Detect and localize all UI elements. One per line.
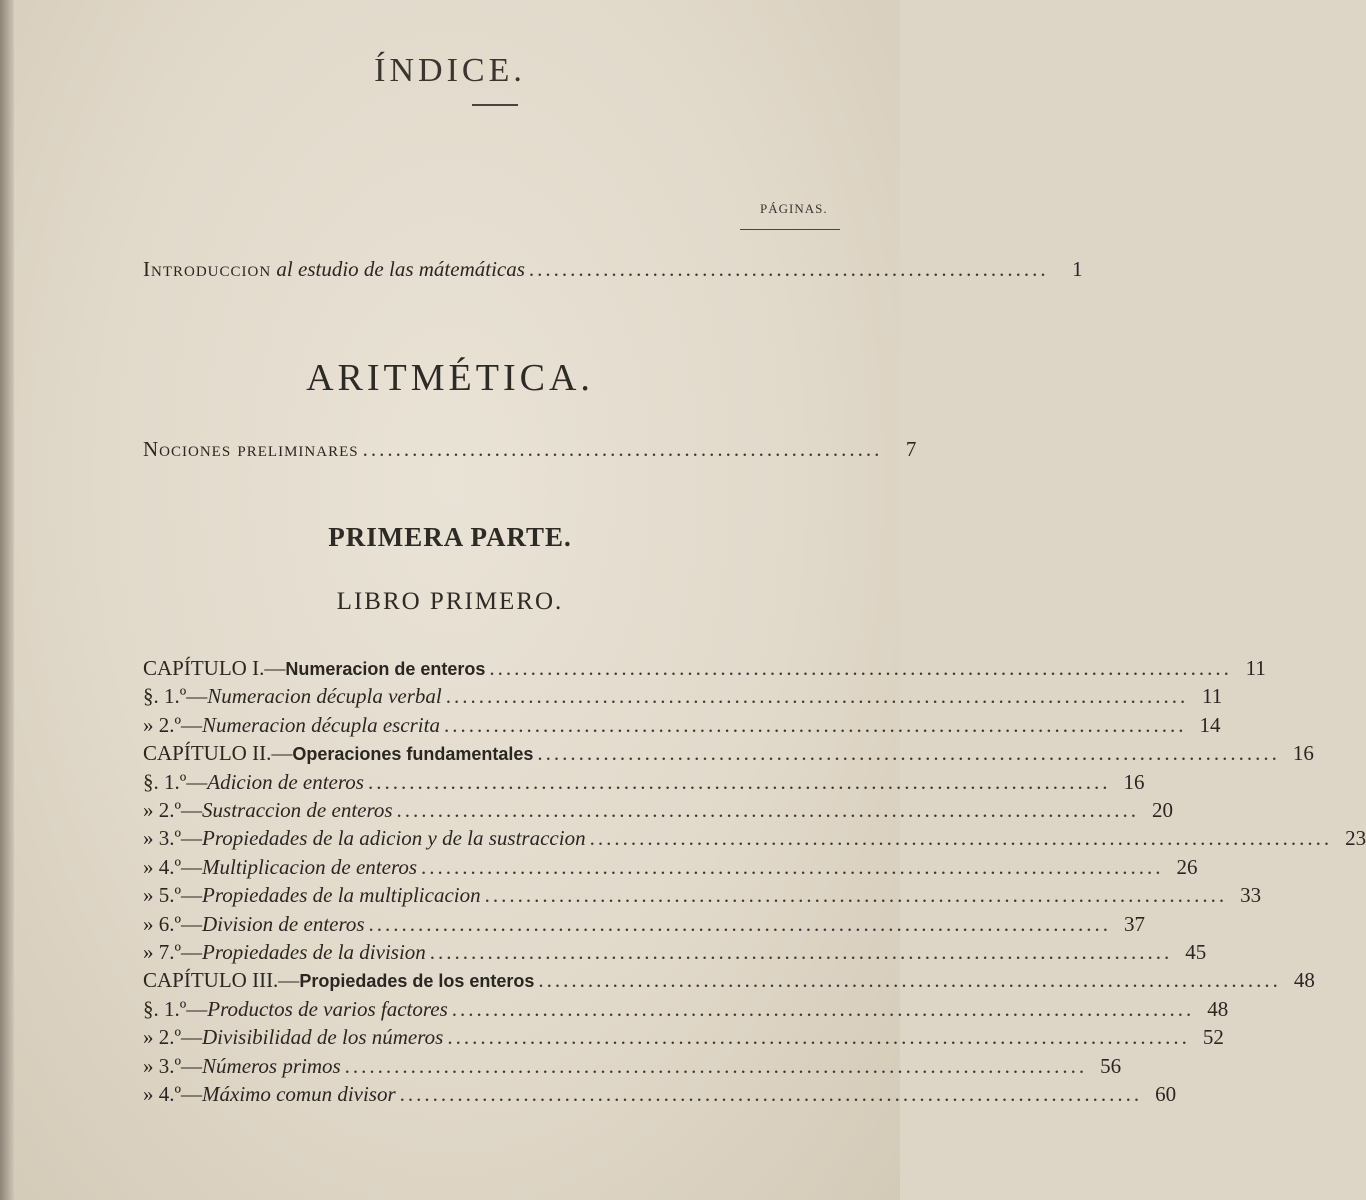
intro-label-italic: al estudio de las mátemáticas: [276, 257, 525, 281]
dot-leader: ..........................................................................................: [484, 883, 1228, 908]
chapter-number: CAPÍTULO II.—: [143, 741, 293, 766]
chapter-title: Operaciones fundamentales: [292, 744, 534, 765]
dot-leader: ..........................................................................................: [451, 996, 1195, 1021]
toc-entry-introduction[interactable]: [143, 257, 1083, 283]
book-heading: LIBRO PRIMERO.: [336, 588, 564, 615]
chapter-number: CAPÍTULO III.—: [143, 968, 300, 993]
toc-section-row[interactable]: [143, 684, 1223, 710]
section-number: » 4.º—: [143, 1082, 203, 1106]
section-number: » 3.º—: [143, 1053, 203, 1078]
section-title: Adicion de enteros: [207, 769, 364, 794]
section-heading-aritmetica: ARITMÉTICA.: [306, 357, 594, 399]
toc-section-row[interactable]: [143, 940, 1207, 966]
page-number: 7: [905, 437, 917, 461]
dot-leader: ...............................................................: [362, 437, 883, 461]
title-rule: [472, 104, 518, 106]
section-title: Multiplicacion de enteros: [202, 854, 418, 879]
toc-section-row[interactable]: [143, 798, 1174, 824]
toc-section-row[interactable]: [143, 1053, 1122, 1080]
dot-leader: ..........................................................................................: [443, 712, 1187, 737]
dot-leader: ..........................................................................................: [344, 1053, 1088, 1078]
page-number: 11: [1201, 684, 1223, 709]
toc-section-row[interactable]: [143, 769, 1145, 796]
page-title: ÍNDICE.: [374, 52, 526, 89]
section-number: » 2.º—: [143, 712, 203, 737]
section-number: » 7.º—: [143, 940, 203, 964]
section-title: Division de enteros: [202, 911, 365, 936]
page-number: 23: [1345, 826, 1366, 851]
page-number: 48: [1207, 996, 1229, 1021]
toc-section-row[interactable]: [143, 883, 1262, 909]
toc-section-row[interactable]: [143, 854, 1198, 881]
section-number: §. 1.º—: [143, 996, 208, 1021]
section-number: » 2.º—: [143, 1025, 203, 1050]
page-number: 16: [1292, 741, 1314, 766]
dot-leader: ..........................................................................................: [367, 769, 1111, 794]
chapter-number: CAPÍTULO I.—: [143, 656, 286, 680]
page-number: 1: [1072, 257, 1083, 281]
dot-leader: ...............................................................: [528, 257, 1049, 281]
page-number: 60: [1155, 1082, 1177, 1106]
dot-leader: ..........................................................................................: [429, 940, 1173, 964]
section-number: » 5.º—: [143, 883, 203, 908]
page-number: 26: [1176, 854, 1198, 879]
section-number: » 4.º—: [143, 854, 203, 879]
dot-leader: ..........................................................................................: [537, 741, 1280, 766]
toc-section-row[interactable]: [143, 712, 1221, 739]
toc-chapter-row[interactable]: [143, 968, 1315, 994]
toc-chapter-row[interactable]: [143, 656, 1266, 682]
toc-section-row[interactable]: [143, 996, 1229, 1023]
section-title: Propiedades de la multiplicacion: [202, 883, 481, 908]
dot-leader: ..........................................................................................: [399, 1082, 1143, 1106]
dot-leader: ..........................................................................................: [445, 684, 1189, 709]
page-number: 37: [1124, 911, 1146, 936]
section-number: §. 1.º—: [143, 684, 208, 709]
toc-section-row[interactable]: [143, 1025, 1224, 1051]
section-title: Numeracion décupla verbal: [207, 684, 442, 709]
section-number: » 6.º—: [143, 911, 203, 936]
intro-label-caps: Introduccion: [143, 257, 272, 281]
page-number: 33: [1240, 883, 1262, 908]
section-title: Divisibilidad de los números: [202, 1025, 444, 1050]
part-heading: PRIMERA PARTE.: [328, 522, 572, 552]
page-number: 48: [1293, 968, 1315, 993]
section-number: » 3.º—: [143, 826, 203, 851]
page-number: 11: [1245, 656, 1266, 680]
page-number: 56: [1100, 1053, 1122, 1078]
section-number: §. 1.º—: [143, 769, 208, 794]
section-title: Propiedades de la division: [202, 940, 426, 964]
dot-leader: ..........................................................................................: [447, 1025, 1190, 1050]
section-title: Números primos: [202, 1053, 341, 1078]
chapter-title: Numeracion de enteros: [285, 659, 486, 679]
section-title: Máximo comun divisor: [202, 1082, 396, 1106]
toc-entry-nociones[interactable]: [143, 437, 917, 463]
pages-column-label: PÁGINAS.: [760, 201, 828, 216]
section-title: Productos de varios factores: [207, 996, 448, 1021]
dot-leader: ..........................................................................................: [538, 968, 1281, 993]
dot-leader: ..........................................................................................: [489, 656, 1232, 680]
page-number: 16: [1123, 769, 1145, 794]
page-number: 45: [1185, 940, 1207, 964]
toc-chapter-row[interactable]: [143, 741, 1314, 767]
section-title: Propiedades de la adicion y de la sustraccion: [202, 826, 586, 851]
dot-leader: ..........................................................................................: [589, 826, 1333, 851]
dot-leader: ..........................................................................................: [396, 798, 1140, 822]
toc-section-row[interactable]: [143, 1082, 1177, 1108]
section-title: Sustraccion de enteros: [202, 798, 393, 822]
pages-column-rule: [740, 229, 840, 230]
dot-leader: ..........................................................................................: [421, 854, 1164, 879]
toc-section-row[interactable]: [143, 826, 1366, 852]
chapter-title: Propiedades de los enteros: [299, 971, 535, 992]
page-number: 14: [1199, 712, 1221, 737]
nociones-label: Nociones preliminares: [143, 437, 359, 461]
toc-section-row[interactable]: [143, 911, 1146, 938]
section-number: » 2.º—: [143, 798, 203, 822]
section-title: Numeracion décupla escrita: [202, 712, 440, 737]
dot-leader: ..........................................................................................: [368, 911, 1112, 936]
page-number: 52: [1202, 1025, 1224, 1050]
page-number: 20: [1152, 798, 1174, 822]
